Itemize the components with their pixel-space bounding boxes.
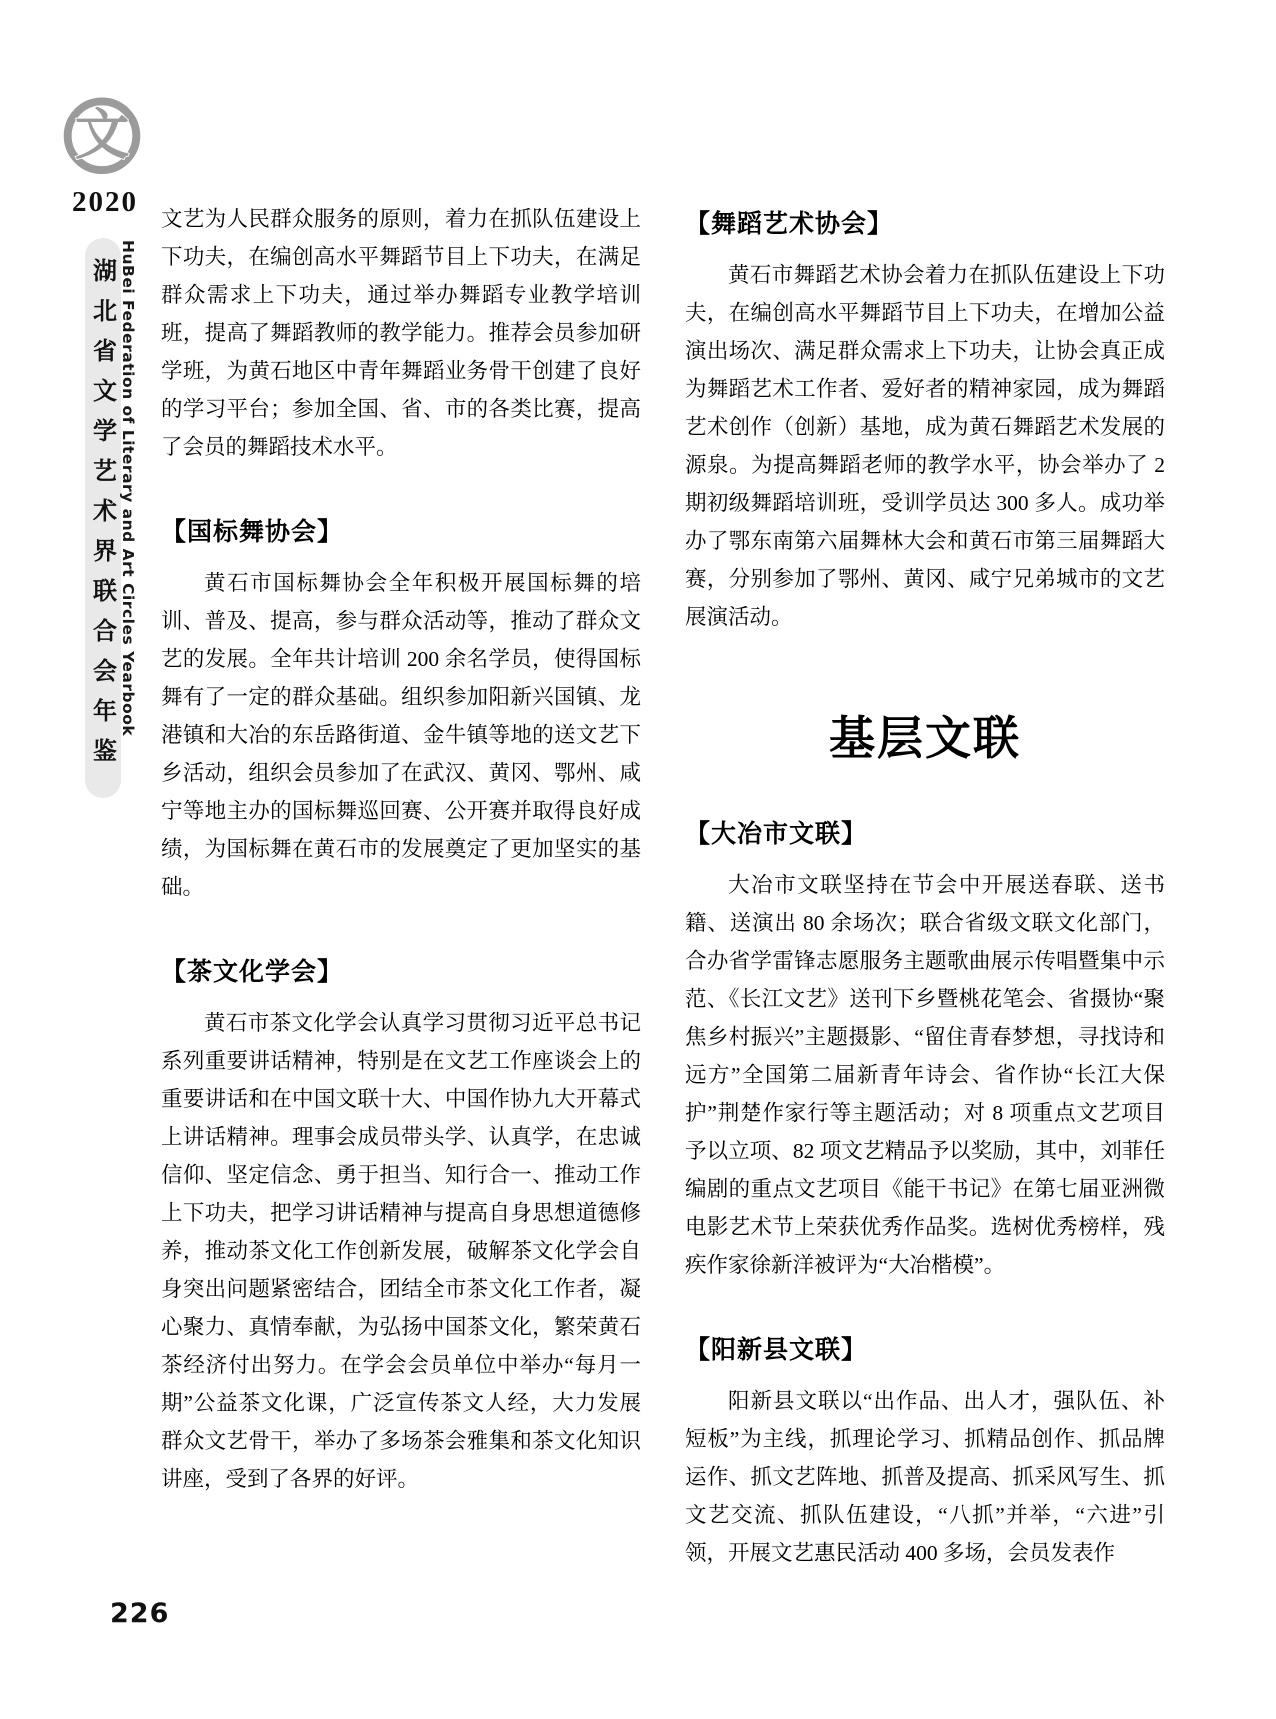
entry-heading: 【国标舞协会】 — [161, 517, 344, 546]
right-column — [685, 200, 1165, 1572]
sidebar-title-en: HuBei Federation of Literary and Art Circles Yearbook — [119, 240, 137, 737]
sidebar-title-cn: 湖北省文学艺术界联合会年鉴 — [88, 258, 117, 778]
svg-text:文: 文 — [74, 102, 130, 167]
federation-logo-icon — [58, 88, 146, 180]
entry-heading: 【大冶市文联】 — [685, 819, 868, 848]
entry-heading: 【舞蹈艺术协会】 — [685, 209, 894, 238]
entry-heading: 【茶文化学会】 — [161, 957, 344, 986]
body-paragraph: 文艺为人民群众服务的原则，着力在抓队伍建设上下功夫，在编创高水平舞蹈节目上下功夫，在满足群众需求上下功夫，通过举办舞蹈专业教学培训班，提高了舞蹈教师的教学能力。推荐会员参加研学班，为黄石地区中青年舞蹈业务骨干创建了良好的学习平台；参加全国、省、市的各类比赛，提高了会员的舞蹈技术水平。 — [161, 207, 641, 459]
body-paragraph: 黄石市舞蹈艺术协会着力在抓队伍建设上下功夫，在编创高水平舞蹈节目上下功夫，在增加公益演出场次、满足群众需求上下功夫，让协会真正成为舞蹈艺术工作者、爱好者的精神家园，成为舞蹈艺术创作（创新）基地，成为黄石舞蹈艺术发展的源泉。为提高舞蹈老师的教学水平，协会举办了 2 期初级舞蹈培训班，受训学员达 300 多人。成功举办了鄂东南第六届舞林大会和黄石市第三届舞蹈大赛，分别参加了鄂州、黄冈、咸宁兄弟城市的文艺展演活动。 — [685, 263, 1165, 629]
body-paragraph: 大冶市文联坚持在节会中开展送春联、送书籍、送演出 80 余场次；联合省级文联文化部门，合办省学雷锋志愿服务主题歌曲展示传唱暨集中示范、《长江文艺》送刊下乡暨桃花笔会、省摄协“聚焦乡村振兴”主题摄影、“留住青春梦想，寻找诗和远方”全国第二届新青年诗会、省作协“长江大保护”荆楚作家行等主题活动；对 8 项重点文艺项目予以立项、82 项文艺精品予以奖励，其中，刘菲任编剧的重点文艺项目《能干书记》在第七届亚洲微电影艺术节上荣获优秀作品奖。选树优秀榜样，残疾作家徐新洋被评为“大冶楷模”。 — [685, 873, 1165, 1277]
year-label: 2020 — [72, 186, 138, 218]
body-paragraph: 黄石市国标舞协会全年积极开展国标舞的培训、普及、提高，参与群众活动等，推动了群众文艺的发展。全年共计培训 200 余名学员，使得国标舞有了一定的群众基础。组织参加阳新兴国镇、龙港镇和大冶的东岳路街道、金牛镇等地的送文艺下乡活动，组织会员参加了在武汉、黄冈、鄂州、咸宁等地主办的国标舞巡回赛、公开赛并取得良好成绩，为国标舞在黄石市的发展奠定了更加坚实的基础。 — [161, 571, 641, 899]
chapter-title: 基层文联 — [829, 711, 1021, 765]
entry-heading: 【阳新县文联】 — [685, 1335, 868, 1364]
body-paragraph: 黄石市茶文化学会认真学习贯彻习近平总书记系列重要讲话精神，特别是在文艺工作座谈会上的重要讲话和在中国文联十大、中国作协九大开幕式上讲话精神。理事会成员带头学、认真学，在忠诚信仰、坚定信念、勇于担当、知行合一、推动工作上下功夫，把学习讲话精神与提高自身思想道德修养，推动茶文化工作创新发展，破解茶文化学会自身突出问题紧密结合，团结全市茶文化工作者，凝心聚力、真情奉献，为弘扬中国茶文化，繁荣黄石茶经济付出努力。在学会会员单位中举办“每月一期”公益茶文化课，广泛宣传茶文人经，大力发展群众文艺骨干，举办了多场茶会雅集和茶文化知识讲座，受到了各界的好评。 — [161, 1011, 641, 1491]
body-paragraph: 阳新县文联以“出作品、出人才，强队伍、补短板”为主线，抓理论学习、抓精品创作、抓品牌运作、抓文艺阵地、抓普及提高、抓采风写生、抓文艺交流、抓队伍建设，“八抓”并举，“六进”引领，开展文艺惠民活动 400 多场，会员发表作 — [685, 1389, 1165, 1565]
page-number: 226 — [110, 1598, 170, 1629]
sidebar-title-pill — [85, 238, 121, 798]
page-content — [161, 200, 1165, 1572]
left-column — [161, 200, 641, 1572]
